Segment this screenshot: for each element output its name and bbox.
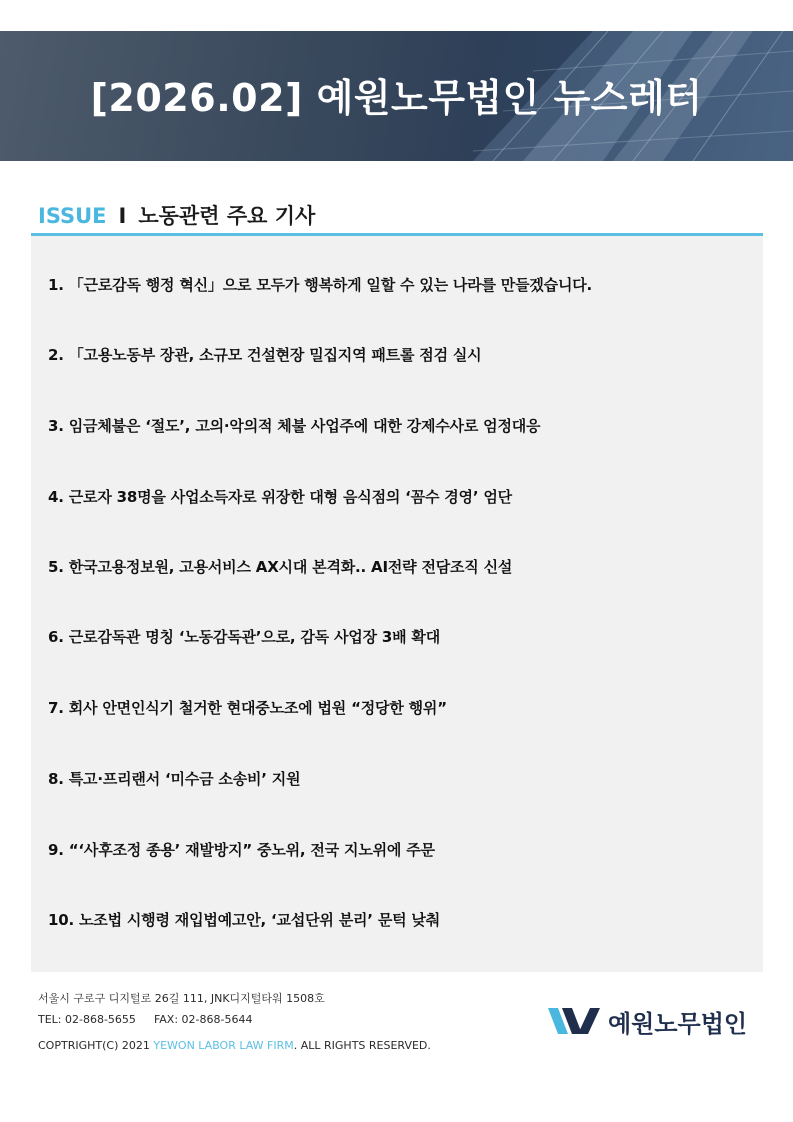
article-item[interactable]: 4. 근로자 38명을 사업소득자로 위장한 대형 음식점의 ‘꼼수 경영’ 엄단 bbox=[48, 488, 512, 506]
article-item[interactable]: 8. 특고·프리랜서 ‘미수금 소송비’ 지원 bbox=[48, 770, 301, 788]
section-tag: ISSUE bbox=[38, 204, 107, 228]
article-item[interactable]: 5. 한국고용정보원, 고용서비스 AX시대 본격화.. AI전략 전담조직 신설 bbox=[48, 558, 513, 576]
footer-fax: FAX: 02-868-5644 bbox=[153, 1013, 253, 1026]
footer-tel: TEL: 02-868-5655 bbox=[38, 1013, 136, 1026]
header-banner bbox=[0, 31, 793, 161]
footer-contact bbox=[38, 1013, 252, 1026]
footer-address: 서울시 구로구 디지털로 26길 111, JNK디지털타워 1508호 bbox=[38, 992, 325, 1005]
article-item[interactable]: 9. “‘사후조정 종용’ 재발방지” 중노위, 전국 지노위에 주문 bbox=[48, 841, 435, 859]
article-item[interactable]: 2. 「고용노동부 장관, 소규모 건설현장 밀집지역 패트롤 점검 실시 bbox=[48, 346, 482, 364]
newsletter-title: [2026.02] 예원노무법인 뉴스레터 bbox=[90, 76, 703, 120]
section-separator: I bbox=[118, 204, 127, 228]
logo-text: 예원노무법인 bbox=[608, 1009, 748, 1038]
article-item[interactable]: 10. 노조법 시행령 재입법예고안, ‘교섭단위 분리’ 문턱 낮춰 bbox=[48, 911, 441, 929]
copyright-firm-name: YEWON LABOR LAW FIRM bbox=[153, 1039, 294, 1052]
article-item[interactable]: 6. 근로감독관 명칭 ‘노동감독관’으로, 감독 사업장 3배 확대 bbox=[48, 628, 441, 646]
section-heading bbox=[38, 200, 315, 230]
article-list bbox=[31, 236, 763, 972]
section-title: 노동관련 주요 기사 bbox=[138, 204, 316, 228]
article-item[interactable]: 7. 회사 안면인식기 철거한 현대중노조에 법원 “정당한 행위” bbox=[48, 699, 447, 717]
article-item[interactable]: 3. 임금체불은 ‘절도’, 고의·악의적 체불 사업주에 대한 강제수사로 엄정대응 bbox=[48, 417, 541, 435]
yw-logo-icon bbox=[548, 1006, 602, 1036]
footer-copyright bbox=[38, 1039, 431, 1052]
copyright-prefix: COPTRIGHT(C) 2021 bbox=[38, 1039, 154, 1052]
firm-logo bbox=[548, 1003, 747, 1039]
copyright-suffix: . ALL RIGHTS RESERVED. bbox=[293, 1039, 431, 1052]
article-item[interactable]: 1. 「근로감독 행정 혁신」으로 모두가 행복하게 일할 수 있는 나라를 만들겠습니다. bbox=[48, 276, 593, 294]
